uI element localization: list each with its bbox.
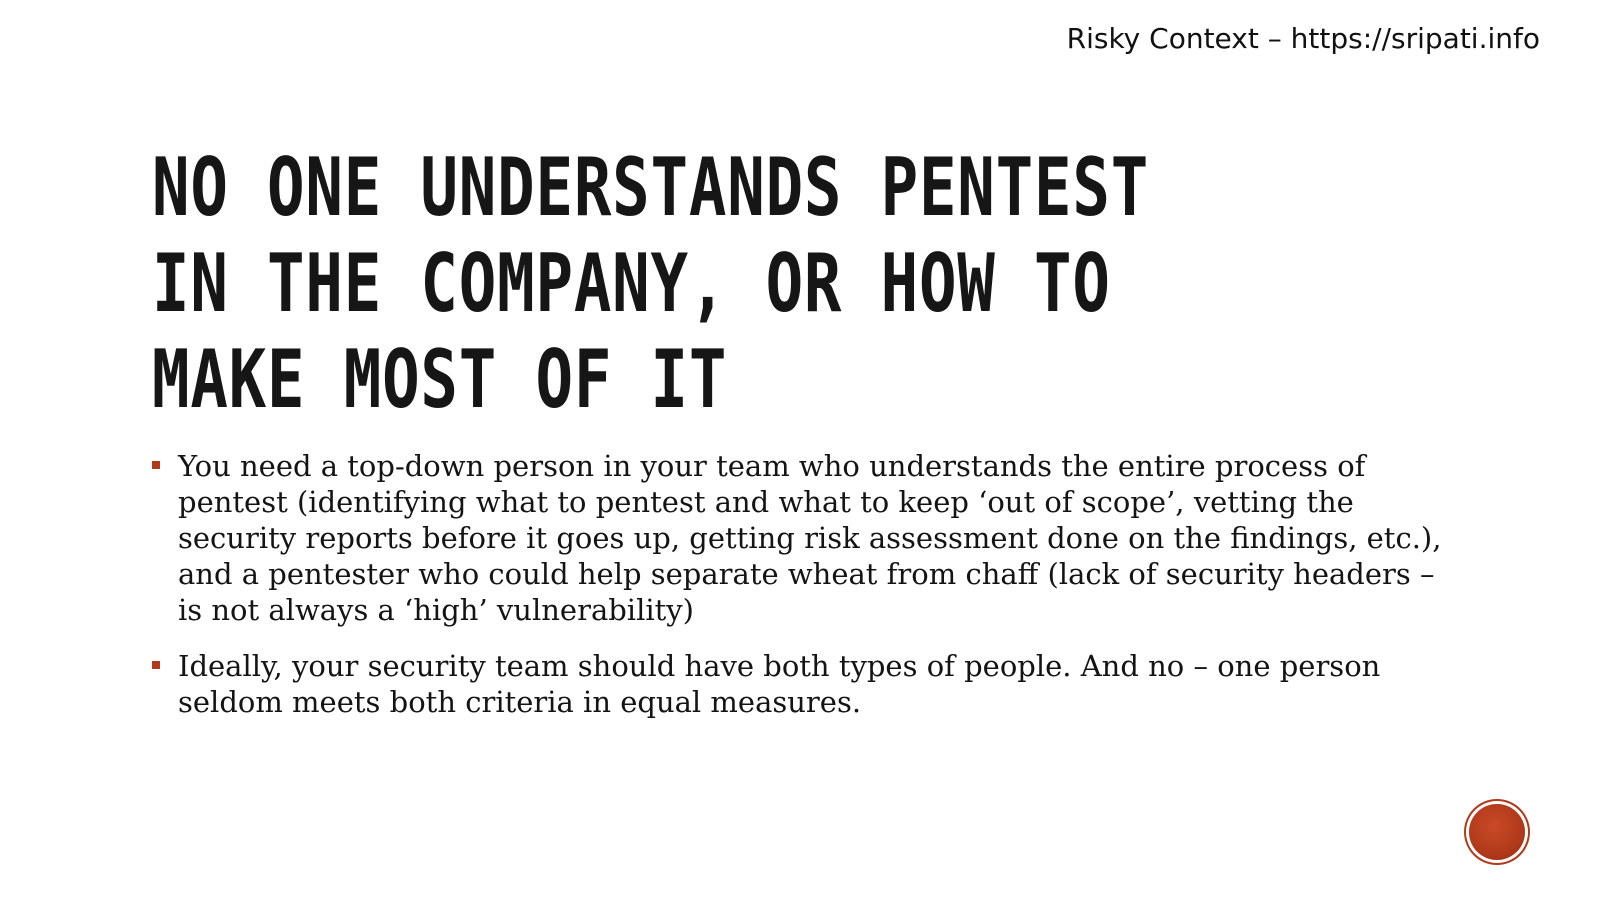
header-note: Risky Context – https://sripati.info — [1066, 22, 1540, 55]
bullet-list — [152, 448, 1442, 740]
bullet-text: You need a top-down person in your team who understands the entire process of pentest (identifying what to pentest and what to keep ‘out of scope’, vetting the security reports before it goes up, getting risk assessment done on the findings, etc.), and a pentester who could help separate wheat from chaff (lack of security headers – is not always a ‘high’ vulnerability) — [178, 449, 1442, 627]
list-item — [152, 648, 1442, 720]
list-item — [152, 448, 1442, 628]
square-bullet-icon — [152, 661, 160, 669]
bullet-text: Ideally, your security team should have both types of people. And no – one person seldom meets both criteria in equal measures. — [178, 649, 1381, 719]
circle-button-icon[interactable] — [1469, 804, 1525, 860]
square-bullet-icon — [152, 461, 160, 469]
slide-title: NO ONE UNDERSTANDS PENTEST IN THE COMPANY, OR HOW TO MAKE MOST OF IT — [152, 141, 1150, 426]
